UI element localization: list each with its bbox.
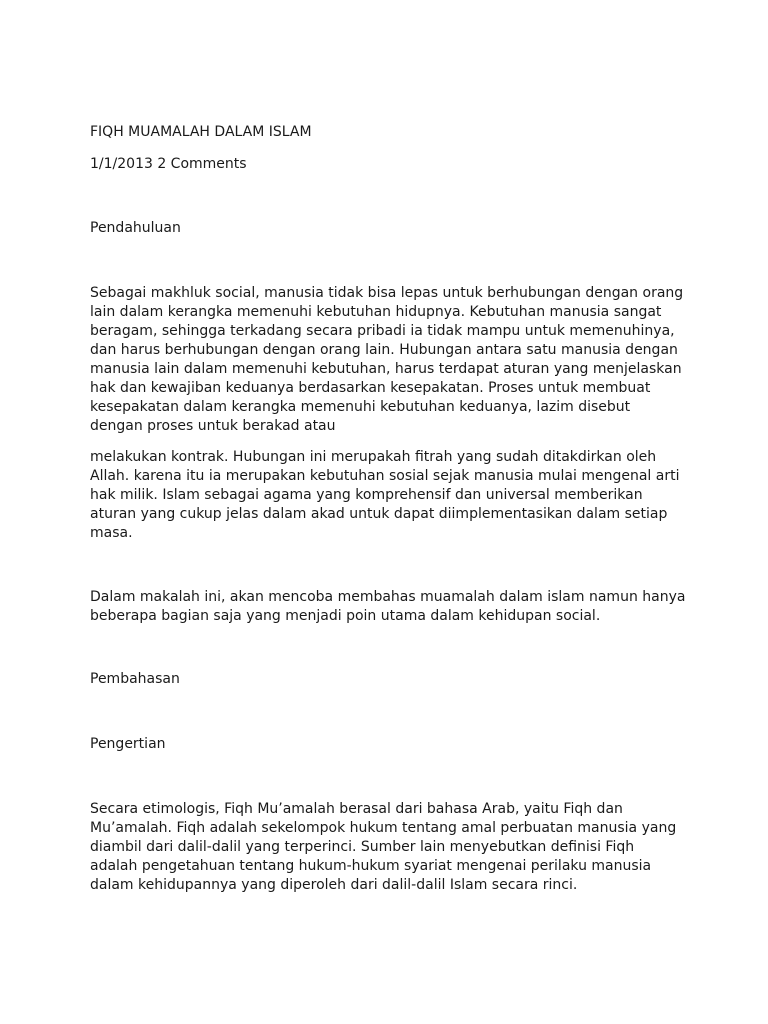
paragraph-intro-3: Dalam makalah ini, akan mencoba membahas muamalah dalam islam namun hanya beberapa bagian saja yang menjadi poin utama dalam kehidupan social. [90,589,686,624]
paragraph-intro-2: melakukan kontrak. Hubungan ini merupakah fitrah yang sudah ditakdirkan oleh Allah. karena itu ia merupakan kebutuhan sosial sejak manusia mulai mengenal arti hak milik. Islam sebagai agama yang komprehensif dan universal memberikan aturan yang cukup jelas dalam akad untuk dapat diimplementasikan dalam setiap masa. [90,449,680,541]
subsection-heading-pengertian: Pengertian [90,736,166,752]
document-title: FIQH MUAMALAH DALAM ISLAM [90,124,312,140]
paragraph-definition: Secara etimologis, Fiqh Mu’amalah berasal dari bahasa Arab, yaitu Fiqh dan Mu’amalah. Fiqh adalah sekelompok hukum tentang amal perbuatan manusia yang diambil dari dalil-dalil yang terperinci. Sumber lain menyebutkan definisi Fiqh adalah pengetahuan tentang hukum-hukum syariat mengenai perilaku manusia dalam kehidupannya yang diperoleh dari dalil-dalil Islam secara rinci. [90,801,677,893]
post-meta: 1/1/2013 2 Comments [90,156,247,172]
section-heading-pendahuluan: Pendahuluan [90,220,181,236]
section-heading-pembahasan: Pembahasan [90,671,180,687]
paragraph-intro-1: Sebagai makhluk social, manusia tidak bisa lepas untuk berhubungan dengan orang lain dalam kerangka memenuhi kebutuhan hidupnya. Kebutuhan manusia sangat beragam, sehingga terkadang secara pribadi ia tidak mampu untuk memenuhinya, dan harus berhubungan dengan orang lain. Hubungan antara satu manusia dengan manusia lain dalam memenuhi kebutuhan, harus terdapat aturan yang menjelaskan hak dan kewajiban keduanya berdasarkan kesepakatan. Proses untuk membuat kesepakatan dalam kerangka memenuhi kebutuhan keduanya, lazim disebut dengan proses untuk berakad atau [90,285,684,434]
